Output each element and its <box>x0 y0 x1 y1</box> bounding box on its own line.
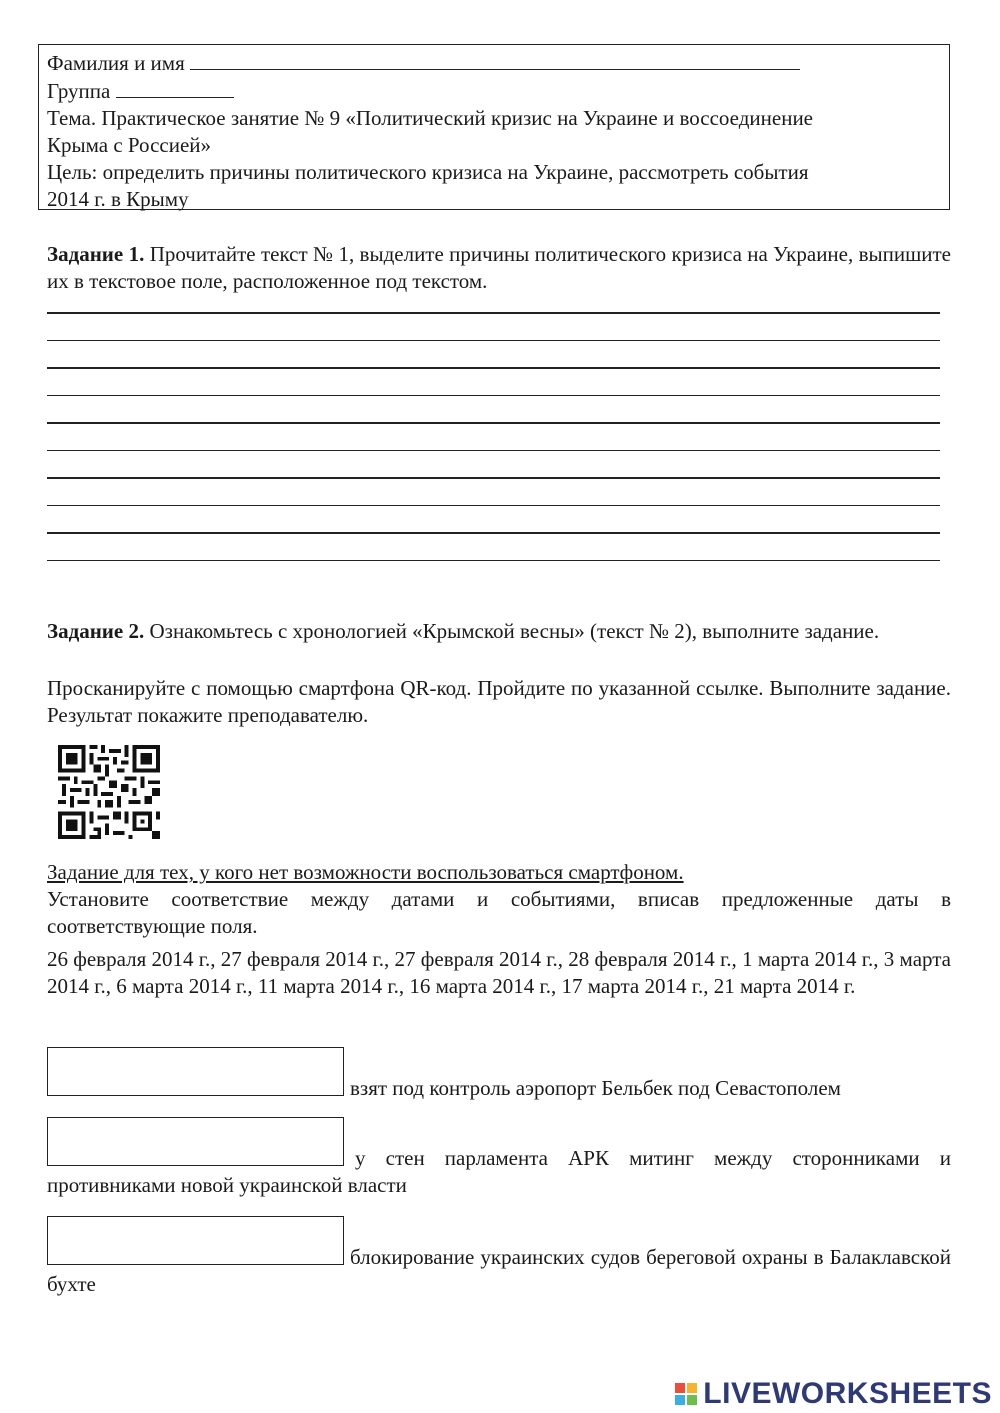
liveworksheets-logo-icon <box>675 1383 697 1405</box>
task1-answer-lines[interactable] <box>47 312 940 587</box>
task2-text: Ознакомьтесь с хронологией «Крымской весны» (текст № 2), выполните задание. <box>149 619 880 643</box>
dates-list: 26 февраля 2014 г., 27 февраля 2014 г., 27 февраля 2014 г., 28 февраля 2014 г., 1 марта 2014 г., 3 марта 2014 г., 6 марта 2014 г., 11 марта 2014 г., 16 марта 2014 г., 17 марта 2014 г., 21 марта 2014 г. <box>47 947 951 998</box>
answer-line[interactable] <box>47 532 940 534</box>
event-3: блокирование украинских судов береговой охраны в Балаклавской бухте <box>47 1245 951 1296</box>
answer-line[interactable] <box>47 450 940 452</box>
alt-task-heading: Задание для тех, у кого нет возможности воспользоваться смартфоном. <box>47 860 684 884</box>
alt-task-instruction: Установите соответствие между датами и событиями, вписав предложенные даты в соответствующие поля. <box>47 887 951 938</box>
goal-line-1: Цель: определить причины политического кризиса на Украине, рассмотреть события <box>47 160 809 184</box>
task1-text: Прочитайте текст № 1, выделите причины политического кризиса на Украине, выпишите их в текстовое поле, расположенное под текстом. <box>47 242 951 293</box>
qr-instruction: Просканируйте с помощью смартфона QR-код. Пройдите по указанной ссылке. Выполните задание. Результат покажите преподавателю. <box>47 676 951 727</box>
answer-line[interactable] <box>47 340 940 342</box>
group-blank[interactable] <box>116 77 234 98</box>
answer-line[interactable] <box>47 505 940 507</box>
qr-code-icon[interactable] <box>57 745 161 839</box>
task1-paragraph <box>47 241 951 295</box>
topic-line-1: Тема. Практическое занятие № 9 «Политический кризис на Украине и воссоединение <box>47 106 813 130</box>
answer-line[interactable] <box>47 395 940 397</box>
liveworksheets-logo <box>675 1377 992 1410</box>
answer-line[interactable] <box>47 422 940 424</box>
answer-line[interactable] <box>47 312 940 314</box>
task2-title: Задание 2. <box>47 619 145 643</box>
name-label: Фамилия и имя <box>47 51 185 75</box>
header-box <box>38 44 950 210</box>
topic-line-2: Крыма с Россией» <box>47 133 212 157</box>
group-label: Группа <box>47 79 111 103</box>
task1-title: Задание 1. <box>47 242 145 266</box>
name-blank[interactable] <box>190 49 800 70</box>
name-row <box>47 49 941 77</box>
group-row <box>47 77 941 105</box>
brand-name: LIVEWORKSHEETS <box>703 1377 992 1410</box>
answer-line[interactable] <box>47 477 940 479</box>
event-2: у стен парламента АРК митинг между сторонниками и противниками новой украинской власти <box>47 1146 951 1197</box>
answer-line[interactable] <box>47 367 940 369</box>
task2-paragraph <box>47 618 951 645</box>
answer-line[interactable] <box>47 560 940 562</box>
event-1: взят под контроль аэропорт Бельбек под Севастополем <box>350 1076 841 1100</box>
goal-line-2: 2014 г. в Крыму <box>47 187 189 211</box>
